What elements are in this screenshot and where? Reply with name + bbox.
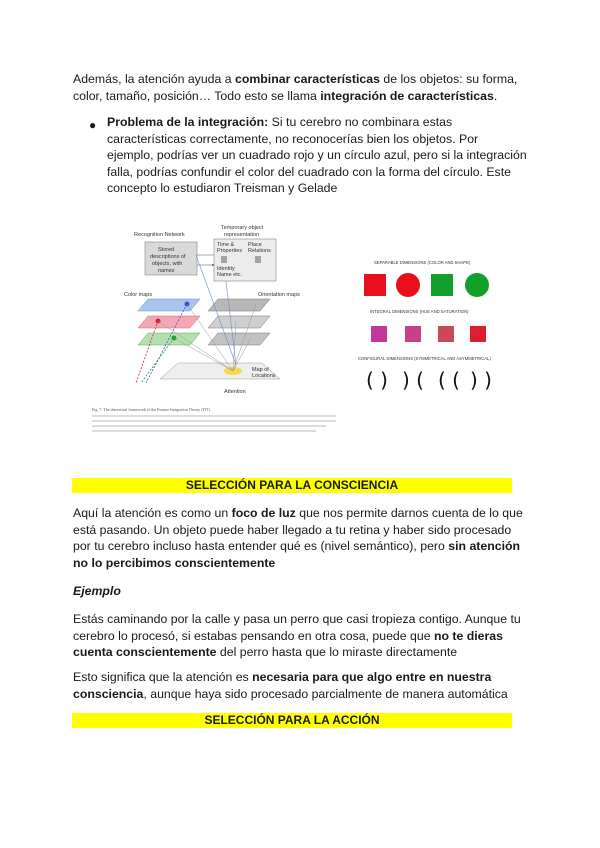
place-label: Place [248, 242, 262, 248]
para1-bold-2: sin atención no lo percibimos conscientemente [73, 539, 521, 570]
section-heading-action: SELECCIÓN PARA LA ACCIÓN [72, 713, 512, 728]
recognition-network-label: Recognition Network [134, 232, 185, 238]
intro-text-2: de los objetos: su forma, color, tamaño, posición… Todo esto se llama [73, 72, 518, 103]
map-of-label: Map of [252, 367, 269, 373]
intro-text-3: . [493, 88, 498, 103]
stored-line-3: objects, with [152, 261, 183, 267]
red-circle [396, 273, 420, 297]
red-square [364, 274, 386, 296]
stored-line-1: Stored [158, 247, 175, 253]
time-label: Time & [217, 242, 235, 248]
intro-bold-1: combinar características [235, 72, 380, 86]
orientation-maps-label: Orientation maps [258, 292, 300, 298]
paragraph-consciousness [73, 505, 525, 571]
temp-object-label-1: Temporary object [221, 225, 264, 231]
name-label: Name etc. [217, 272, 243, 278]
paren-pair-2: ) ( [402, 368, 424, 392]
dimensions-figure [352, 252, 512, 402]
feature-integration-diagram [86, 215, 340, 435]
bullet-title: Problema de la integración: [107, 115, 269, 129]
para3-bold-1: necesaria para que algo entre en nuestra consciencia [73, 670, 492, 701]
magenta-square [371, 326, 387, 342]
bullet-text: Si tu cerebro no combinara estas características correctamente, no reconocerías bien los objetos. Por ejemplo, podrías ver un cuadrado rojo y un círculo azul, pero si la integración falla, podrías confundir el color del cuadrado con la forma del círculo. Este concepto lo estudiaron Treisman y Gelade [107, 115, 527, 195]
red-small-square [470, 326, 486, 342]
green-circle [465, 273, 489, 297]
para3-text-2: , aunque haya sido procesado parcialmente de manera automática [143, 686, 508, 701]
properties-label: Properties [217, 248, 243, 254]
rose-square [438, 326, 454, 342]
para2-text-1: Estás caminando por la calle y pasa un perro que casi tropieza contigo. Aunque tu cerebro lo procesó, si estabas pensando en otra cosa, puede que [73, 612, 521, 643]
figure-caption: Fig. 7. The theoretical framework of the Feature Integration Theory (FIT). [92, 407, 211, 412]
green-square [431, 274, 453, 296]
relations-label: Relations [248, 248, 271, 254]
intro-text-1: Además, la atención ayuda a [73, 72, 236, 86]
para2-bold-1: no te dieras cuenta conscientemente [73, 628, 503, 659]
para3-text-1: Esto significa que la atención es [73, 670, 253, 684]
paragraph-conclusion [73, 669, 525, 702]
configural-label: CONFIGURAL DIMENSIONS (SYMMETRICAL AND ASYMMETRICAL) [358, 356, 491, 361]
temp-object-label-2: representation [224, 232, 260, 238]
paren-pair-1: ( ) [366, 368, 388, 392]
para2-text-2: del perro hasta que lo miraste directamente [216, 645, 458, 659]
stored-line-4: names [158, 268, 175, 274]
intro-paragraph [73, 71, 525, 104]
bullet-dot: ● [89, 118, 97, 132]
para1-bold-1: foco de luz [231, 506, 296, 520]
identity-label: Identity [217, 266, 235, 272]
pink-square [405, 326, 421, 342]
section-heading-consciousness: SELECCIÓN PARA LA CONSCIENCIA [72, 478, 512, 493]
para1-text-1: Aquí la atención es como un [73, 506, 232, 520]
bullet-paragraph [107, 114, 527, 197]
attention-label: Attention [224, 389, 246, 395]
example-heading: Ejemplo [73, 584, 121, 598]
separable-label: SEPARABLE DIMENSIONS (COLOR AND SHAPE) [374, 260, 471, 265]
integral-label: INTEGRAL DIMENSIONS (HUE AND SATURATION) [370, 309, 469, 314]
intro-bold-2: integración de características [320, 88, 494, 103]
locations-label: Locations [252, 373, 276, 379]
para1-text-2: que nos permite darnos cuenta de lo que está pasando. Un objeto puede haber llegado a tu retina y haber sido procesado por tu cerebro incluso hasta entender qué es (nivel semántico), pero [73, 506, 523, 553]
paren-pair-4: ) ) [470, 368, 492, 392]
stored-line-2: descriptions of [150, 254, 186, 260]
paren-pair-3: ( ( [438, 368, 460, 392]
paragraph-example [73, 611, 525, 661]
color-maps-label: Color maps [124, 292, 153, 298]
